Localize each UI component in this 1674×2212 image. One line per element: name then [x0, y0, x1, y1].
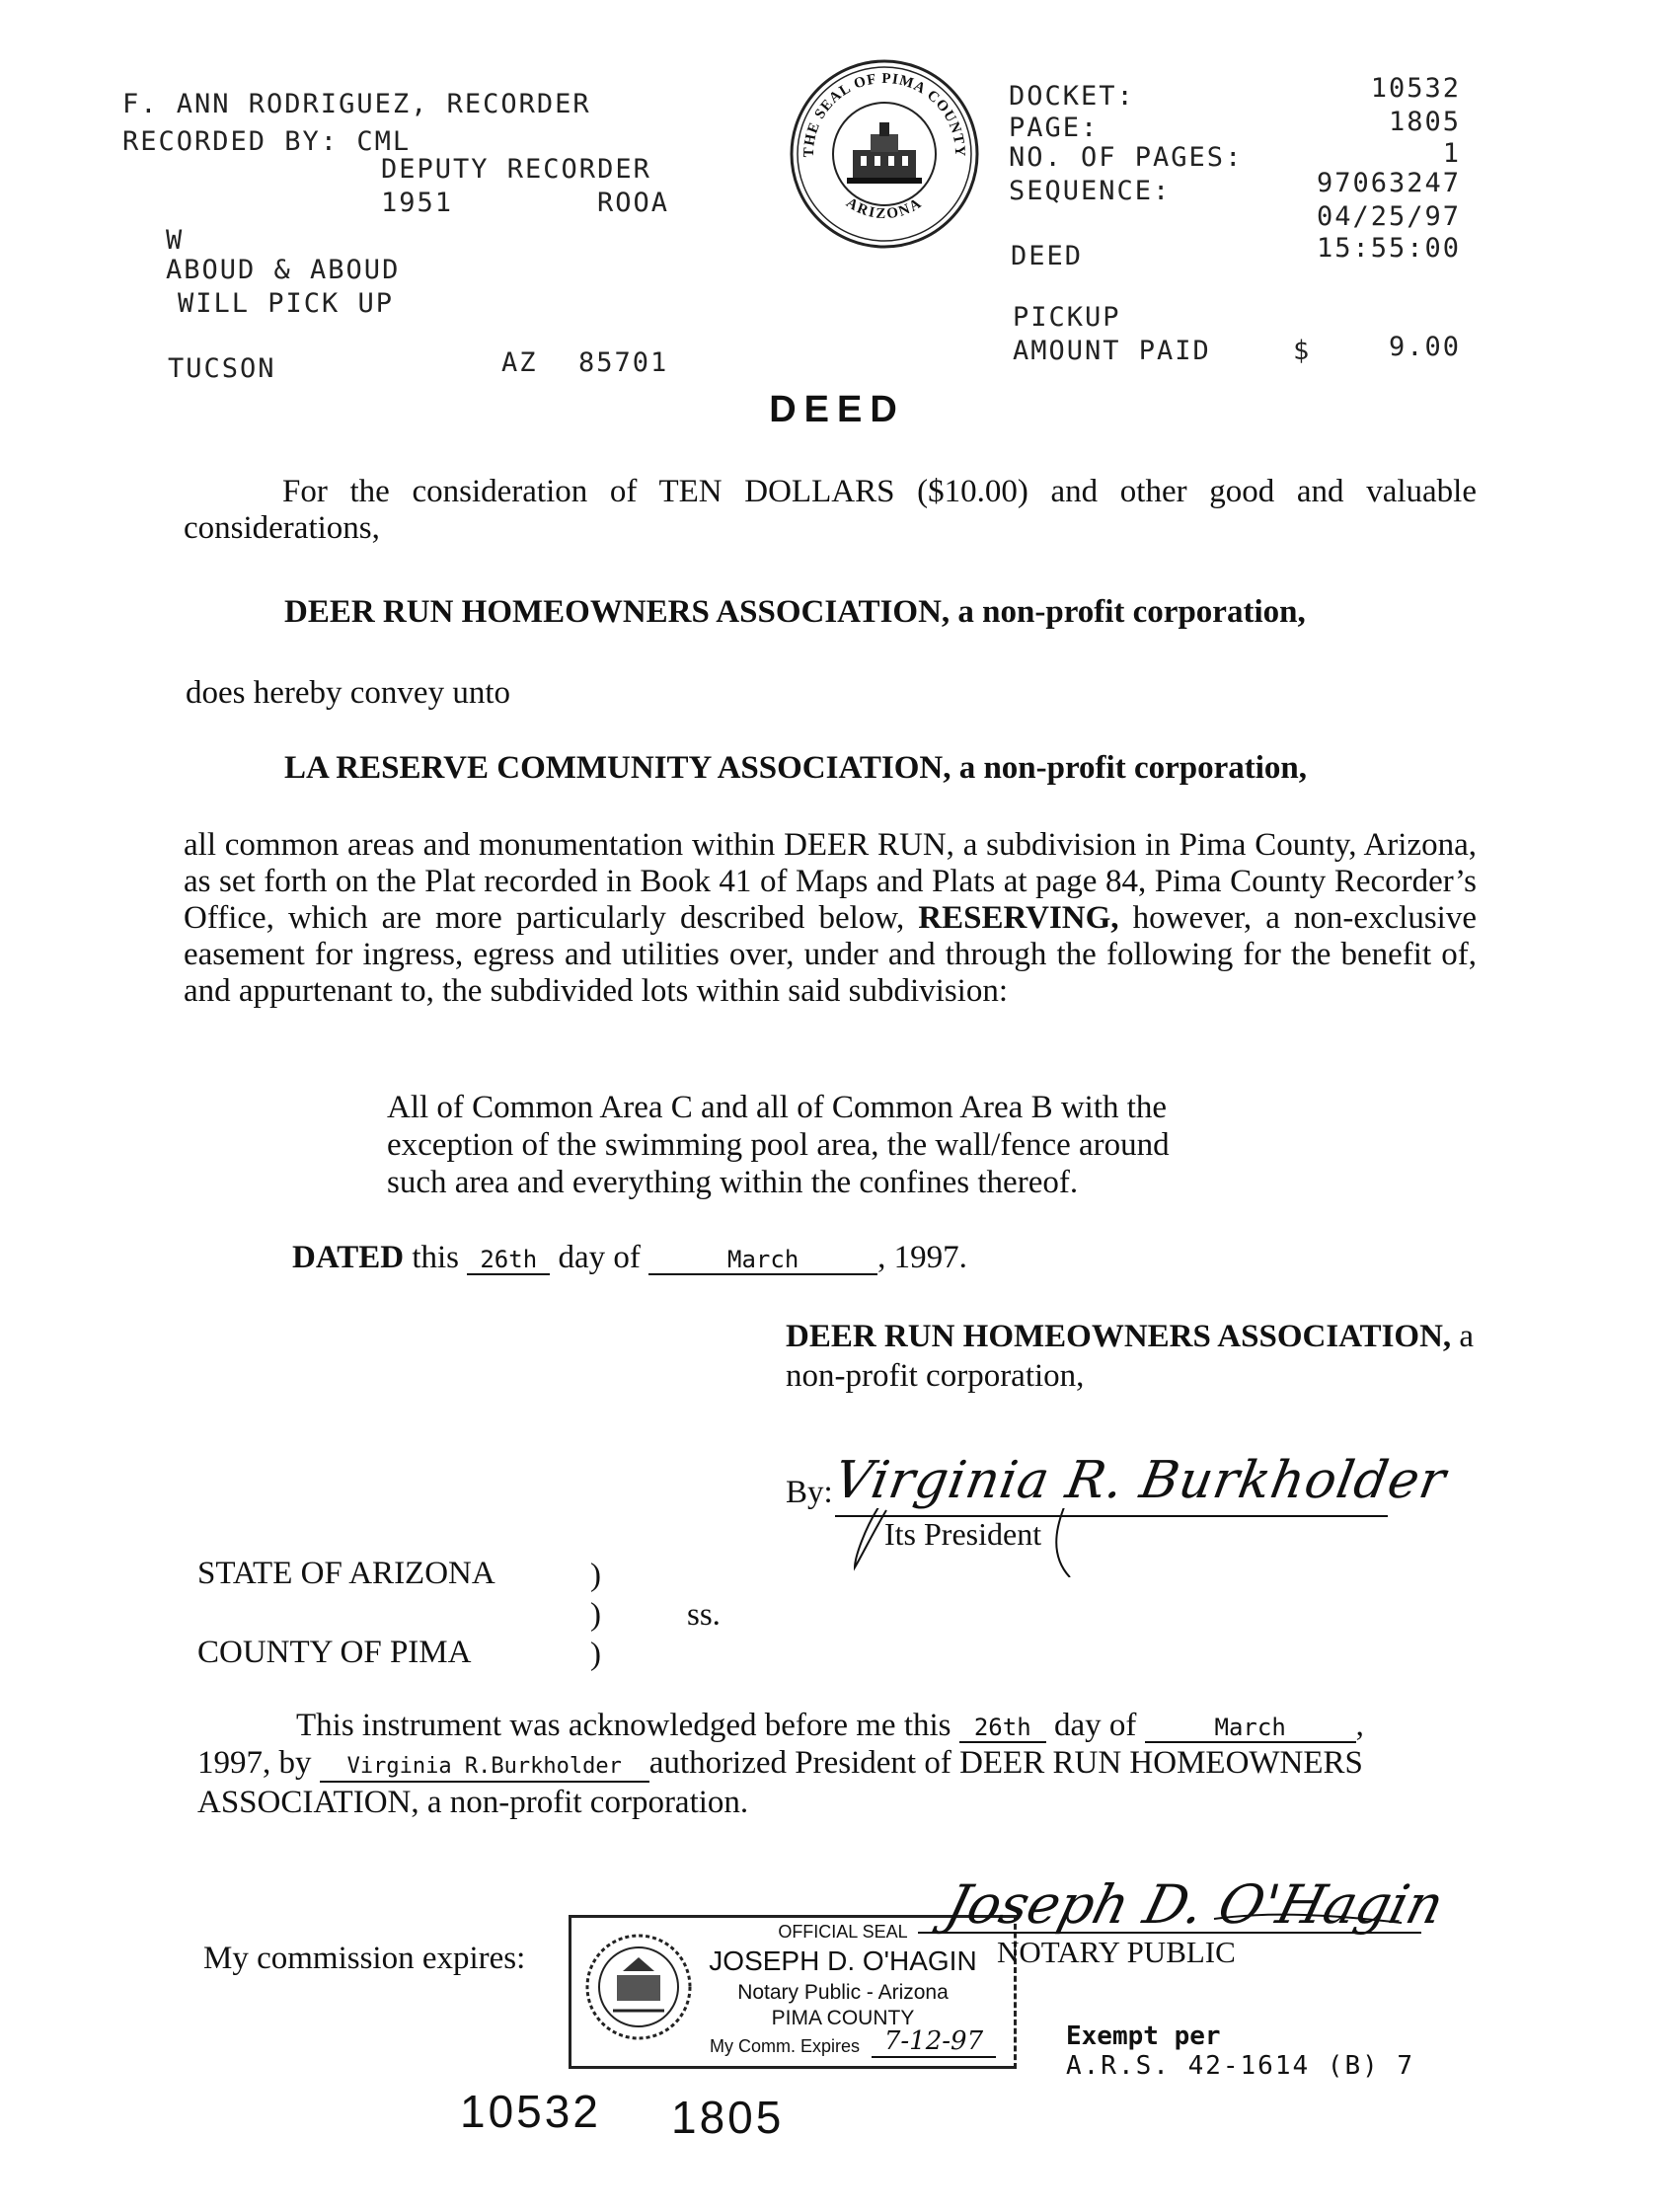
description-end: however, a non-exclusive easement for ingress, egress and utilities over, under and through the following for the benefit of, and appurtenant to, the subdivided lots within said subdivision:	[184, 900, 1477, 1009]
footer-page-stamp: 1805	[671, 2092, 785, 2143]
notary-seal-emblem	[583, 1932, 694, 2042]
ack-line-2	[197, 1745, 1363, 1783]
ack-line-3: ASSOCIATION, a non-profit corporation.	[197, 1785, 749, 1820]
notary-official-seal: OFFICIAL SEAL	[778, 1922, 908, 1942]
ack-line-1	[296, 1708, 1364, 1744]
ack-intro: This instrument was acknowledged before me this	[296, 1708, 951, 1743]
seal-bottom-text: ARIZONA	[843, 194, 926, 223]
dated-line	[292, 1240, 967, 1276]
legal-description-line-3: such area and everything within the confines thereof.	[387, 1165, 1079, 1200]
dated-year: , 1997.	[877, 1240, 967, 1275]
record-time: 15:55:00	[1316, 233, 1461, 264]
dated-month-field: March	[648, 1246, 877, 1275]
by-label: By:	[786, 1475, 833, 1510]
deputy-recorder: DEPUTY RECORDER	[381, 154, 651, 185]
pages-value: 1	[1442, 138, 1461, 169]
signer-title: Its President	[884, 1516, 1042, 1552]
convey-clause: does hereby convey unto	[186, 675, 510, 711]
dated-word: DATED	[292, 1240, 405, 1275]
ack-signer-field: Virginia R.Burkholder	[320, 1753, 649, 1783]
venue-paren-3: )	[590, 1637, 601, 1672]
recording-code-2: ROOA	[597, 188, 670, 218]
return-state: AZ	[501, 347, 538, 378]
return-w: W	[166, 225, 185, 256]
ack-year-by: 1997, by	[197, 1745, 312, 1781]
venue-ss: ss.	[687, 1597, 721, 1633]
seal-building-emblem	[847, 122, 922, 184]
description-start: all common areas and monumentation within DEER RUN, a subdivision in Pima County, Arizona, as set forth on the Plat recorded in Book 41 of Maps and Plats at page 84, Pima County Recorder’s Office, which are more particularly described below,	[184, 827, 1477, 936]
exempt-line-1: Exempt per	[1066, 2021, 1221, 2051]
notary-comm-expires-label: My Comm. Expires	[710, 2036, 861, 2056]
notary-public-label: NOTARY PUBLIC	[997, 1935, 1236, 1969]
pima-county-seal	[786, 55, 983, 253]
signatory-org	[786, 1319, 1474, 1355]
ack-month-field: March	[1145, 1714, 1356, 1743]
return-note: WILL PICK UP	[178, 288, 395, 319]
footer-docket-stamp: 10532	[460, 2086, 601, 2137]
legal-description-line-2: exception of the swimming pool area, the wall/fence around	[387, 1127, 1170, 1163]
amount-paid-value: 9.00	[1388, 332, 1461, 362]
recorded-by: RECORDED BY: CML	[122, 126, 412, 157]
legal-description-line-1: All of Common Area C and all of Common Area B with the	[387, 1090, 1168, 1125]
venue-paren-2: )	[590, 1597, 601, 1633]
amount-paid-label: AMOUNT PAID	[1013, 336, 1211, 366]
notary-public-arizona: Notary Public - Arizona	[737, 1981, 949, 2004]
signatory-org-name: DEER RUN HOMEOWNERS ASSOCIATION,	[786, 1319, 1452, 1354]
docket-value: 10532	[1370, 73, 1461, 104]
document-title: DEED	[769, 389, 905, 430]
svg-text:ARIZONA	[843, 194, 925, 222]
return-name: ABOUD & ABOUD	[166, 255, 401, 285]
pages-label: NO. OF PAGES:	[1009, 142, 1244, 173]
dated-day-field: 26th	[467, 1246, 550, 1275]
ack-day-field: 26th	[959, 1714, 1046, 1743]
venue-paren-1: )	[590, 1558, 601, 1593]
page-value: 1805	[1388, 107, 1461, 137]
amount-currency: $	[1293, 336, 1312, 366]
notary-name: JOSEPH D. O'HAGIN	[709, 1945, 977, 1976]
pickup-label: PICKUP	[1013, 302, 1121, 333]
sequence-value: 97063247	[1316, 168, 1461, 198]
notary-county: PIMA COUNTY	[771, 2007, 915, 2029]
seal-top-text: THE SEAL OF PIMA COUNTY	[800, 70, 968, 158]
reserving-keyword: RESERVING,	[918, 900, 1119, 936]
return-city: TUCSON	[168, 353, 276, 384]
signatory-org-a: a	[1459, 1319, 1475, 1354]
recording-code-1: 1951	[381, 188, 454, 218]
commission-expires-label: My commission expires:	[203, 1941, 526, 1976]
description-paragraph	[184, 827, 1477, 1010]
return-zip: 85701	[578, 347, 669, 378]
ack-authorized: authorized President of DEER RUN HOMEOWNERS	[648, 1745, 1363, 1781]
ack-day-of: day of	[1054, 1708, 1137, 1743]
page-label: PAGE:	[1009, 113, 1100, 143]
docket-label: DOCKET:	[1009, 81, 1135, 112]
grantee-name: LA RESERVE COMMUNITY ASSOCIATION, a non-profit corporation,	[284, 750, 1308, 786]
dated-day-of: day of	[558, 1240, 641, 1275]
signatory-org-line-2: non-profit corporation,	[786, 1358, 1085, 1394]
grantor-name: DEER RUN HOMEOWNERS ASSOCIATION, a non-profit corporation,	[284, 594, 1306, 630]
president-signature: Virginia R. Burkholder	[829, 1451, 1451, 1510]
venue-county: COUNTY OF PIMA	[197, 1635, 472, 1670]
recorder-line: F. ANN RODRIGUEZ, RECORDER	[122, 89, 591, 119]
sequence-label: SEQUENCE:	[1009, 176, 1172, 206]
venue-state: STATE OF ARIZONA	[197, 1556, 495, 1591]
ack-comma: ,	[1355, 1708, 1364, 1743]
exempt-line-2: A.R.S. 42-1614 (B) 7	[1066, 2051, 1415, 2081]
consideration-paragraph: For the consideration of TEN DOLLARS ($10.00) and other good and valuable considerations,	[184, 474, 1477, 546]
deed-type-label: DEED	[1011, 241, 1084, 271]
record-date: 04/25/97	[1316, 201, 1461, 232]
notary-signature: Joseph D. O'Hagin	[940, 1873, 1450, 1936]
notary-signature-line	[918, 1913, 1431, 1943]
dated-this: this	[412, 1240, 460, 1275]
notary-comm-expires-value: 7-12-97	[872, 2026, 996, 2058]
